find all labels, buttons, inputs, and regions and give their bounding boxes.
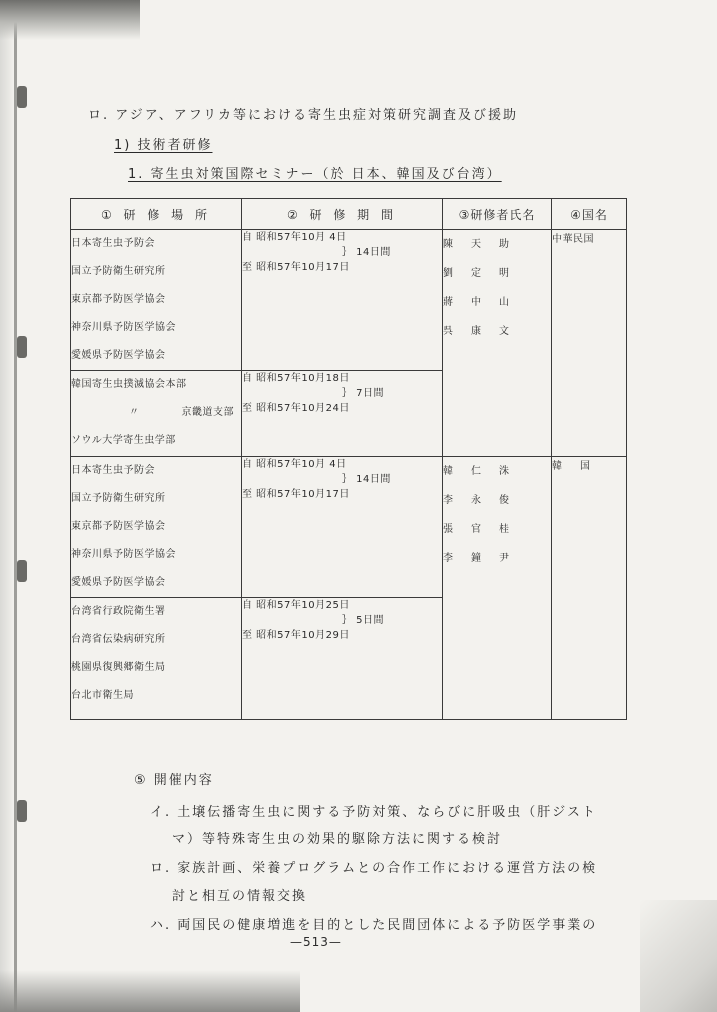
period-duration: ｝ 14日間: [342, 474, 391, 485]
table-header-row: [71, 199, 627, 230]
place: 日本寄生虫予防会: [71, 238, 155, 249]
trainee-name: 李永俊: [443, 495, 527, 506]
trainee-name: 蔣中山: [443, 297, 527, 308]
trainee-names-cell: [443, 230, 552, 457]
period-to: 至 昭和57年10月24日: [242, 403, 350, 414]
period-to: 至 昭和57年10月29日: [242, 630, 350, 641]
place: [71, 399, 241, 427]
header-place: ① 研 修 場 所: [71, 199, 242, 230]
content-item-continued: 討と相互の情報交換: [172, 889, 308, 904]
place: 台湾省伝染病研究所: [71, 634, 166, 645]
place: 東京都予防医学協会: [71, 521, 166, 532]
section-heading: ロ. アジア、アフリカ等における寄生虫症対策研究調査及び援助: [88, 108, 519, 123]
scan-shadow-top-left: [0, 0, 140, 40]
period-duration: ｝ 5日間: [342, 615, 385, 626]
trainee-names-cell: [443, 457, 552, 720]
branch-name: 京畿道支部: [181, 407, 234, 418]
place: 愛媛県予防医学協会: [71, 350, 166, 361]
place: 国立予防衛生研究所: [71, 266, 166, 277]
country-cell: 韓国: [552, 457, 627, 720]
subsection-heading: 1) 技術者研修: [114, 138, 213, 153]
place-cell: [71, 598, 242, 720]
period-to: 至 昭和57年10月17日: [242, 489, 350, 500]
seminar-title: 1. 寄生虫対策国際セミナー（於 日本、韓国及び台湾）: [128, 167, 502, 182]
scan-shadow-bottom-right: [640, 900, 717, 1012]
place: 台北市衛生局: [71, 690, 134, 701]
period-cell: [242, 230, 443, 371]
trainee-name: 呉康文: [443, 326, 527, 337]
period-duration: ｝ 14日間: [342, 247, 391, 258]
scan-shadow-bottom-left: [0, 970, 300, 1012]
binder-hole: [17, 86, 27, 108]
period-from: 自 昭和57年10月 4日: [242, 459, 347, 470]
period-cell: [242, 371, 443, 457]
table-row: [71, 457, 627, 598]
country-cell: 中華民国: [552, 230, 627, 457]
place: 日本寄生虫予防会: [71, 465, 155, 476]
scan-edge-line: [14, 0, 17, 1012]
header-country: ④国名: [552, 199, 627, 230]
place: 桃園県復興郷衛生局: [71, 662, 166, 673]
trainee-name: 劉定明: [443, 268, 527, 279]
binder-hole: [17, 560, 27, 582]
content-item: ハ. 両国民の健康増進を目的とした民間団体による予防医学事業の: [150, 918, 598, 933]
place-cell: [71, 457, 242, 598]
place: 台湾省行政院衛生署: [71, 606, 166, 617]
place: 神奈川県予防医学協会: [71, 549, 176, 560]
period-duration: ｝ 7日間: [342, 388, 385, 399]
place-cell: [71, 230, 242, 371]
page-number: —513—: [290, 935, 342, 949]
section5-title: ⑤ 開催内容: [134, 773, 214, 788]
content-item: イ. 土壌伝播寄生虫に関する予防対策、ならびに肝吸虫（肝ジスト: [150, 805, 597, 820]
content-item: ロ. 家族計画、栄養プログラムとの合作工作における運営方法の検: [150, 861, 598, 876]
period-from: 自 昭和57年10月 4日: [242, 232, 347, 243]
trainee-name: 李鐘尹: [443, 553, 527, 564]
scan-edge: [0, 0, 14, 1012]
ditto-mark: 〃: [129, 407, 140, 418]
period-cell: [242, 598, 443, 720]
trainee-name: 韓仁洙: [443, 466, 527, 477]
place: 韓国寄生虫撲滅協会本部: [71, 379, 187, 390]
period-cell: [242, 457, 443, 598]
place: 東京都予防医学協会: [71, 294, 166, 305]
header-period: ② 研 修 期 間: [242, 199, 443, 230]
content-item-continued: マ）等特殊寄生虫の効果的駆除方法に関する検討: [172, 832, 503, 847]
place: ソウル大学寄生虫学部: [71, 435, 176, 446]
place: 愛媛県予防医学協会: [71, 577, 166, 588]
place: 国立予防衛生研究所: [71, 493, 166, 504]
place: 神奈川県予防医学協会: [71, 322, 176, 333]
period-from: 自 昭和57年10月18日: [242, 373, 350, 384]
binder-hole: [17, 800, 27, 822]
training-table: [70, 198, 627, 720]
header-trainees: ③研修者氏名: [443, 199, 552, 230]
period-from: 自 昭和57年10月25日: [242, 600, 350, 611]
period-to: 至 昭和57年10月17日: [242, 262, 350, 273]
trainee-name: 陳天助: [443, 239, 527, 250]
binder-hole: [17, 336, 27, 358]
trainee-name: 張官桂: [443, 524, 527, 535]
place-cell: [71, 371, 242, 457]
table-row: [71, 230, 627, 371]
